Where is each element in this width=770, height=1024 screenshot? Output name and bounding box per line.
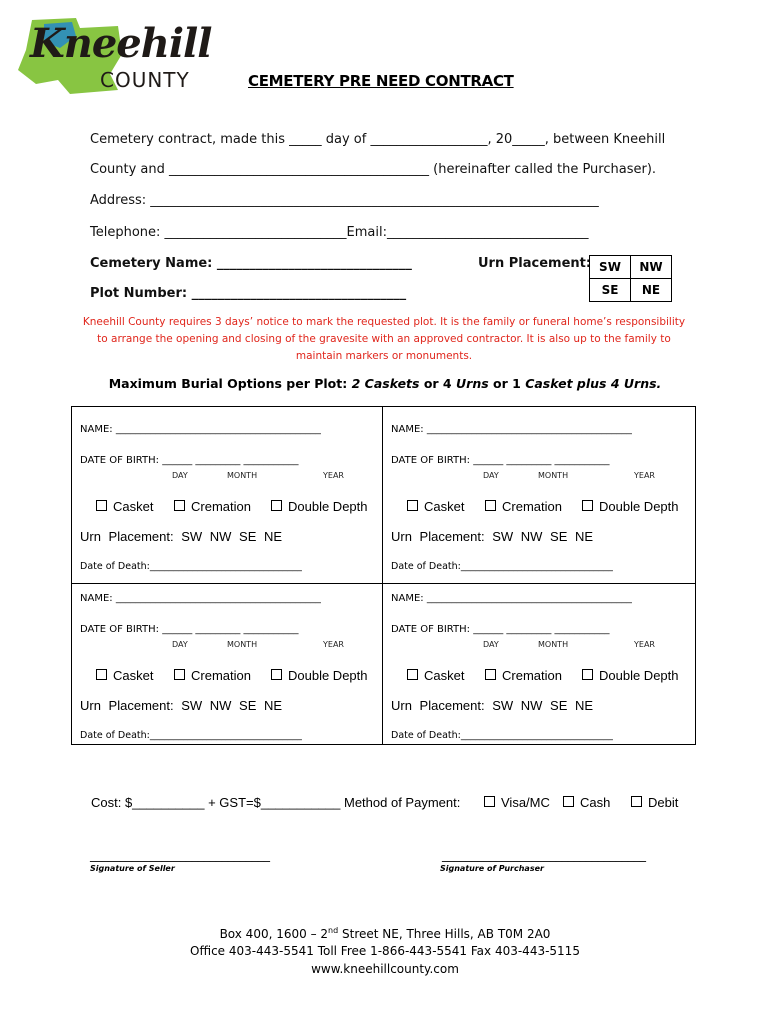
cell-2-date-of-death[interactable]: Date of Death:________________________________: [391, 561, 613, 572]
cell-3-dob-field[interactable]: DATE OF BIRTH: ______ _________ ___________: [80, 624, 299, 635]
urn-placement-grid: [589, 255, 672, 302]
cell-4-date-of-death[interactable]: Date of Death:________________________________: [391, 730, 613, 741]
cell-2-month-label: MONTH: [538, 471, 569, 480]
cell-2-day-label: DAY: [483, 471, 499, 480]
cell-4-month-label: MONTH: [538, 640, 569, 649]
footer-address-end: Street NE, Three Hills, AB T0M 2A0: [338, 927, 551, 941]
cell-1-day-label: DAY: [172, 471, 188, 480]
checkbox-icon: [271, 500, 282, 511]
page-title: CEMETERY PRE NEED CONTRACT: [248, 72, 514, 90]
cell-4-cremation-label: Cremation: [502, 668, 562, 683]
cell-3-urn-placement[interactable]: Urn Placement: SW NW SE NE: [80, 698, 283, 713]
cell-1-cremation-label: Cremation: [191, 499, 251, 514]
checkbox-icon: [631, 796, 642, 807]
cell-4-double-depth-checkbox[interactable]: [582, 668, 679, 683]
cell-3-year-label: YEAR: [323, 640, 344, 649]
cell-4-day-label: DAY: [483, 640, 499, 649]
cost-field[interactable]: Cost: $__________ + GST=$___________ Method of Payment:: [91, 795, 461, 810]
checkbox-icon: [174, 500, 185, 511]
checkbox-icon: [407, 500, 418, 511]
cell-1-double-depth-checkbox[interactable]: [271, 499, 368, 514]
checkbox-icon: [485, 669, 496, 680]
cell-1-casket-label: Casket: [113, 499, 154, 514]
cell-4-cremation-checkbox[interactable]: [485, 668, 562, 683]
cell-3-double-depth-checkbox[interactable]: [271, 668, 368, 683]
cell-4-urn-placement[interactable]: Urn Placement: SW NW SE NE: [391, 698, 594, 713]
urn-placement-label: Urn Placement:: [478, 256, 592, 271]
cell-2-double-depth-label: Double Depth: [599, 499, 679, 514]
kneehill-county-logo: [14, 14, 214, 98]
payment-visa-label: Visa/MC: [501, 795, 550, 810]
payment-visa-checkbox[interactable]: [484, 795, 550, 810]
seller-signature-label: Signature of Seller: [90, 864, 175, 873]
cell-2-cremation-checkbox[interactable]: [485, 499, 562, 514]
payment-debit-label: Debit: [648, 795, 679, 810]
logo-wordmark: Kneehill: [30, 20, 212, 67]
checkbox-icon: [271, 669, 282, 680]
burial-options-heading: [70, 376, 700, 391]
cell-3-date-of-death[interactable]: Date of Death:________________________________: [80, 730, 302, 741]
cell-1-year-label: YEAR: [323, 471, 344, 480]
checkbox-icon: [563, 796, 574, 807]
footer-website[interactable]: www.kneehillcounty.com: [311, 962, 459, 976]
cell-3-casket-checkbox[interactable]: [96, 668, 153, 683]
plot-number-field[interactable]: Plot Number: _________________________________: [90, 286, 407, 301]
footer-address-sup: nd: [328, 926, 339, 935]
seller-signature-line[interactable]: ______________________________: [90, 848, 270, 862]
cell-3-cremation-label: Cremation: [191, 668, 251, 683]
options-mid-1: or 4: [423, 376, 452, 391]
cell-2-urn-placement[interactable]: Urn Placement: SW NW SE NE: [391, 529, 594, 544]
logo-subtitle: COUNTY: [100, 68, 190, 92]
urn-option-nw[interactable]: NW: [631, 256, 672, 279]
checkbox-icon: [174, 669, 185, 680]
urn-option-sw[interactable]: SW: [590, 256, 631, 279]
cell-3-day-label: DAY: [172, 640, 188, 649]
address-field[interactable]: Address: _____________________________________________________________________: [90, 193, 599, 208]
cell-2-casket-checkbox[interactable]: [407, 499, 464, 514]
cell-4-dob-field[interactable]: DATE OF BIRTH: ______ _________ ___________: [391, 624, 610, 635]
cell-4-name-field[interactable]: NAME: _________________________________________: [391, 593, 632, 604]
cell-2-year-label: YEAR: [634, 471, 655, 480]
cell-1-double-depth-label: Double Depth: [288, 499, 368, 514]
telephone-email-field[interactable]: Telephone: ____________________________Email:_______________________________: [90, 225, 589, 240]
cell-2-dob-field[interactable]: DATE OF BIRTH: ______ _________ ___________: [391, 455, 610, 466]
options-urns: Urns: [456, 376, 489, 391]
payment-cash-checkbox[interactable]: [563, 795, 610, 810]
cell-1-cremation-checkbox[interactable]: [174, 499, 251, 514]
cell-3-cremation-checkbox[interactable]: [174, 668, 251, 683]
checkbox-icon: [407, 669, 418, 680]
options-prefix: Maximum Burial Options per Plot:: [108, 376, 348, 391]
footer-address-start: Box 400, 1600 – 2: [219, 927, 329, 941]
cell-4-casket-checkbox[interactable]: [407, 668, 464, 683]
options-casket-urns: Casket plus 4 Urns.: [525, 376, 662, 391]
checkbox-icon: [582, 500, 593, 511]
checkbox-icon: [582, 669, 593, 680]
cell-3-double-depth-label: Double Depth: [288, 668, 368, 683]
cell-4-double-depth-label: Double Depth: [599, 668, 679, 683]
checkbox-icon: [484, 796, 495, 807]
notice-text: Kneehill County requires 3 days’ notice to mark the requested plot. It is the family or funeral home’s responsibility to arrange the opening and closing of the gravesite with an approved contractor. It is also up to the family to maintain markers or monuments.: [82, 316, 686, 362]
cell-1-month-label: MONTH: [227, 471, 258, 480]
cell-1-date-of-death[interactable]: Date of Death:________________________________: [80, 561, 302, 572]
options-mid-2: or 1: [493, 376, 521, 391]
cell-2-casket-label: Casket: [424, 499, 465, 514]
cell-1-casket-checkbox[interactable]: [96, 499, 153, 514]
contract-line-1[interactable]: Cemetery contract, made this _____ day of __________________, 20_____, between Kneehill: [90, 132, 666, 147]
payment-cash-label: Cash: [580, 795, 611, 810]
cell-1-urn-placement[interactable]: Urn Placement: SW NW SE NE: [80, 529, 283, 544]
footer-address: [0, 926, 770, 941]
checkbox-icon: [485, 500, 496, 511]
grid-divider-vertical: [382, 406, 383, 745]
cell-4-casket-label: Casket: [424, 668, 465, 683]
footer-phones: Office 403-443-5541 Toll Free 1-866-443-5541 Fax 403-443-5115: [190, 944, 580, 958]
checkbox-icon: [96, 500, 107, 511]
cell-4-year-label: YEAR: [634, 640, 655, 649]
cell-3-month-label: MONTH: [227, 640, 258, 649]
cemetery-name-field[interactable]: Cemetery Name: ______________________________: [90, 256, 412, 271]
payment-debit-checkbox[interactable]: [631, 795, 678, 810]
contract-line-2[interactable]: County and ________________________________________ (hereinafter called the Purchaser).: [90, 162, 657, 177]
cell-3-casket-label: Casket: [113, 668, 154, 683]
grid-divider-horizontal: [71, 583, 696, 584]
checkbox-icon: [96, 669, 107, 680]
cell-1-dob-field[interactable]: DATE OF BIRTH: ______ _________ ___________: [80, 455, 299, 466]
urn-option-ne[interactable]: NE: [631, 279, 672, 302]
purchaser-signature-label: Signature of Purchaser: [440, 864, 544, 873]
cell-2-double-depth-checkbox[interactable]: [582, 499, 679, 514]
options-caskets: 2 Caskets: [351, 376, 420, 391]
cell-2-cremation-label: Cremation: [502, 499, 562, 514]
urn-option-se[interactable]: SE: [590, 279, 631, 302]
cell-2-name-field[interactable]: NAME: _________________________________________: [391, 424, 632, 435]
cell-1-name-field[interactable]: NAME: _________________________________________: [80, 424, 321, 435]
purchaser-signature-line[interactable]: __________________________________: [442, 848, 646, 862]
cell-3-name-field[interactable]: NAME: _________________________________________: [80, 593, 321, 604]
